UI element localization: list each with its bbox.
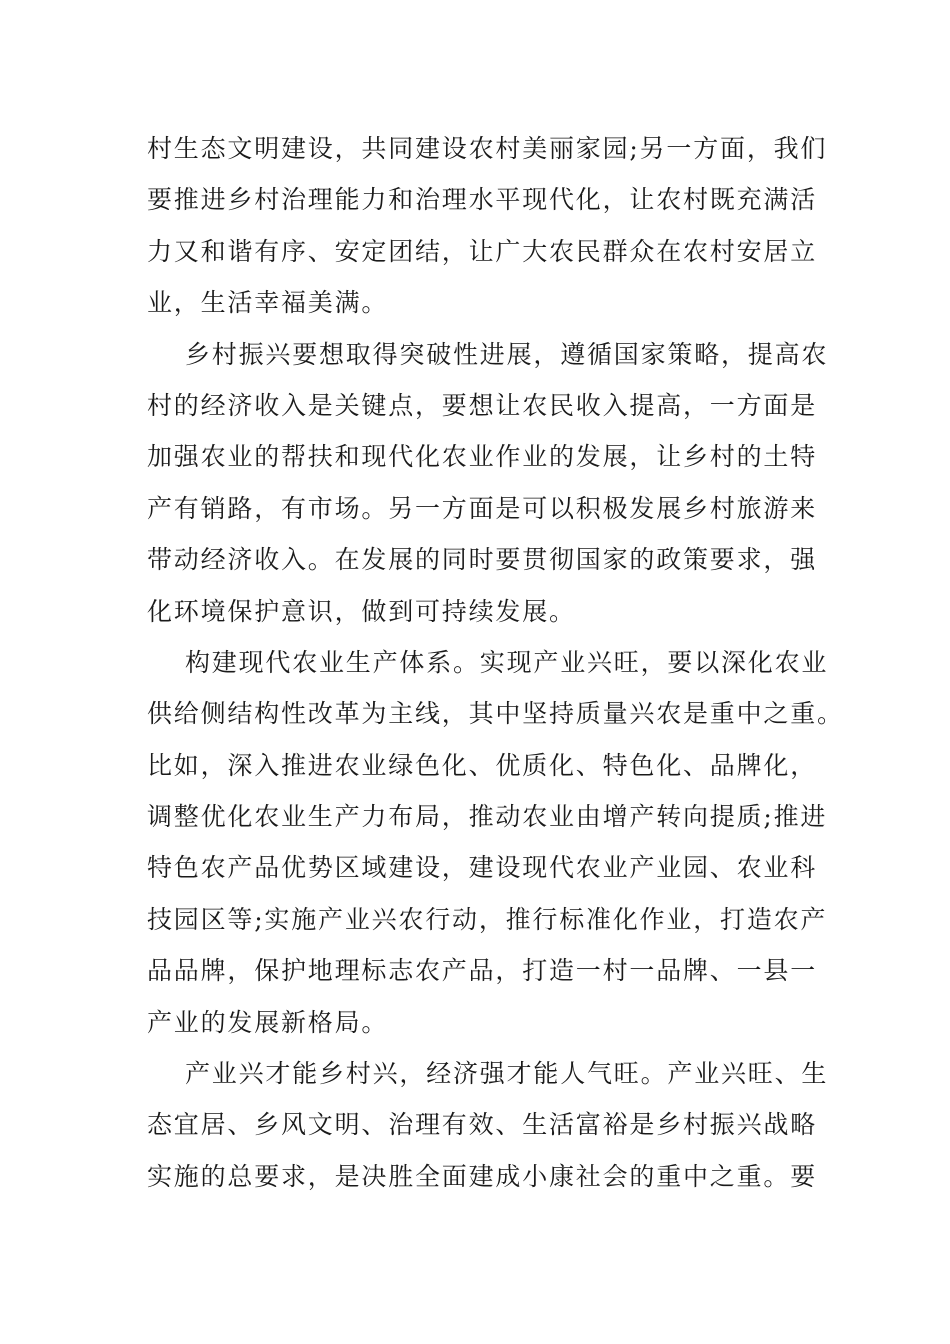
text-line: 业，生活幸福美满。 <box>147 288 389 318</box>
text-line: 加强农业的帮扶和现代化农业作业的发展，让乡村的土特 <box>147 442 818 472</box>
text-line: 供给侧结构性改革为主线，其中坚持质量兴农是重中之重。 <box>147 699 844 729</box>
text-line: 要推进乡村治理能力和治理水平现代化，让农村既充满活 <box>147 185 818 215</box>
document-body <box>147 123 844 1202</box>
text-line: 技园区等;实施产业兴农行动，推行标准化作业，打造农产 <box>147 904 828 934</box>
text-line: 调整优化农业生产力布局，推动农业由增产转向提质;推进 <box>147 802 828 832</box>
text-line: 产业的发展新格局。 <box>147 1007 389 1037</box>
paragraph-3 <box>147 637 844 1048</box>
text-line: 品品牌，保护地理标志农产品，打造一村一品牌、一县一 <box>147 956 818 986</box>
paragraph-4 <box>147 1048 829 1202</box>
text-line: 实施的总要求，是决胜全面建成小康社会的重中之重。要 <box>147 1161 818 1191</box>
text-line: 构建现代农业生产体系。实现产业兴旺，要以深化农业 <box>185 647 829 677</box>
text-line: 化环境保护意识，做到可持续发展。 <box>147 596 576 626</box>
text-line: 乡村振兴要想取得突破性进展，遵循国家策略，提高农 <box>185 339 829 369</box>
text-line: 村的经济收入是关键点，要想让农民收入提高，一方面是 <box>147 390 818 420</box>
text-line: 态宜居、乡风文明、治理有效、生活富裕是乡村振兴战略 <box>147 1110 818 1140</box>
text-line: 比如，深入推进农业绿色化、优质化、特色化、品牌化， <box>147 750 818 780</box>
text-line: 产业兴才能乡村兴，经济强才能人气旺。产业兴旺、生 <box>185 1059 829 1089</box>
text-line: 产有销路，有市场。另一方面是可以积极发展乡村旅游来 <box>147 493 818 523</box>
paragraph-2 <box>147 329 829 637</box>
text-line: 特色农产品优势区域建设，建设现代农业产业园、农业科 <box>147 853 818 883</box>
text-line: 力又和谐有序、安定团结，让广大农民群众在农村安居立 <box>147 236 818 266</box>
text-line: 村生态文明建设，共同建设农村美丽家园;另一方面，我们 <box>147 134 828 163</box>
text-line: 带动经济收入。在发展的同时要贯彻国家的政策要求，强 <box>147 545 818 575</box>
paragraph-1 <box>147 123 828 329</box>
